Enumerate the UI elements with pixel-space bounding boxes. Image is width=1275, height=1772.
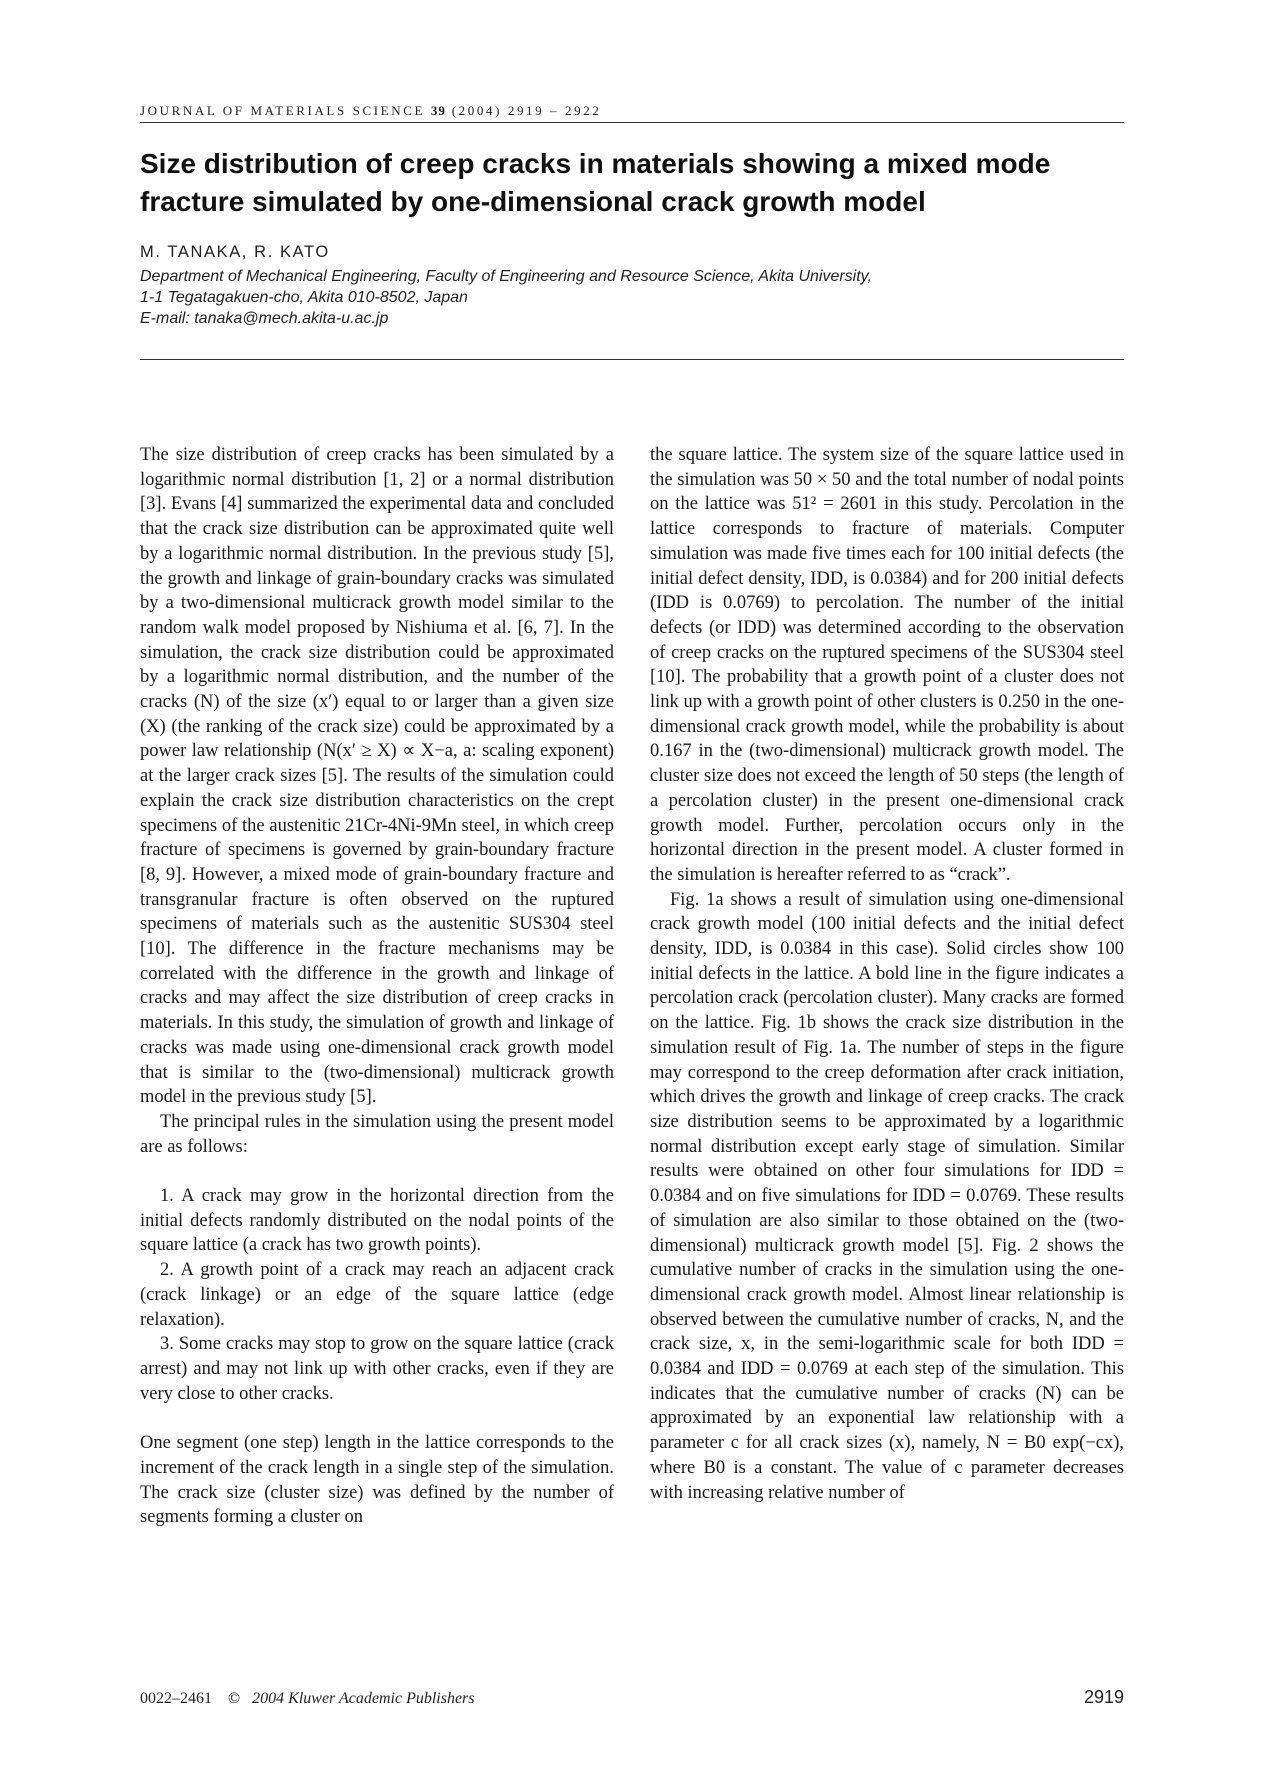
authors: M. TANAKA, R. KATO xyxy=(140,243,330,261)
rule-item-1: 1. A crack may grow in the horizontal direction from the initial defects randomly distributed on the nodal points of the square lattice (a crack has two growth points). xyxy=(140,1186,614,1256)
paragraph-segment: One segment (one step) length in the lattice corresponds to the increment of the crack length in a single step of the simulation. The crack size (cluster size) was defined by the number of segments forming a cluster on xyxy=(140,1433,614,1528)
publisher: 2004 Kluwer Academic Publishers xyxy=(252,1690,475,1707)
issn: 0022–2461 xyxy=(140,1690,212,1707)
right-column xyxy=(650,443,1124,1505)
affiliation-line-2: 1-1 Tegatagakuen-cho, Akita 010-8502, Japan xyxy=(140,289,468,306)
abstract-rule xyxy=(140,359,1124,360)
journal-volume: 39 xyxy=(430,103,446,118)
left-column xyxy=(140,443,614,1530)
paragraph-intro: The size distribution of creep cracks has been simulated by a logarithmic normal distribution [1, 2] or a normal distribution [3]. Evans [4] summarized the experimental data and concluded that the crack size distribution can be approximated quite well by a logarithmic normal distribution. In the previous study [5], the growth and linkage of grain-boundary cracks was simulated by a two-dimensional multicrack growth model similar to the random walk model proposed by Nishiuma et al. [6, 7]. In the simulation, the crack size distribution could be approximated by a logarithmic normal distribution, and the number of the cracks (N) of the size (x′) equal to or larger than a given size (X) (the ranking of the crack size) could be approximated by a power law relationship (N(x′ ≥ X) ∝ X−a, a: scaling exponent) at the larger crack sizes [5]. The results of the simulation could explain the crack size distribution characteristics on the crept specimens of the austenitic 21Cr-4Ni-9Mn steel, in which creep fracture of specimens is governed by grain-boundary fracture [8, 9]. However, a mixed mode of grain-boundary fracture and transgranular fracture is often observed on the ruptured specimens of materials such as the austenitic SUS304 steel [10]. The difference in the fracture mechanisms may be correlated with the difference in the growth and linkage of cracks and may affect the size distribution of creep cracks in materials. In this study, the simulation of growth and linkage of cracks was made using one-dimensional crack growth model that is similar to the (two-dimensional) multicrack growth model in the previous study [5]. xyxy=(140,445,614,1108)
paragraph-rules-lead: The principal rules in the simulation using the present model are as follows: xyxy=(140,1111,614,1157)
page-number: 2919 xyxy=(1083,1687,1124,1707)
rule-item-2: 2. A growth point of a crack may reach an adjacent crack (crack linkage) or an edge of the square lattice (edge relaxation). xyxy=(140,1260,614,1330)
header-rule xyxy=(140,122,1124,123)
paragraph-fig1: Fig. 1a shows a result of simulation using one-dimensional crack growth model (100 initial defects and the initial defect density, IDD, is 0.0384 in this case). Solid circles show 100 initial defects in the lattice. A bold line in the figure indicates a percolation crack (percolation cluster). Many cracks are formed on the lattice. Fig. 1b shows the crack size distribution in the simulation result of Fig. 1a. The number of steps in the figure may correspond to the creep deformation after crack initiation, which drives the growth and linkage of creep cracks. The crack size distribution seems to be approximated by a logarithmic normal distribution except early stage of simulation. Similar results were obtained on other four simulations for IDD = 0.0384 and on five simulations for IDD = 0.0769. These results of simulation are also similar to those obtained on the (two-dimensional) multicrack growth model [5]. Fig. 2 shows the cumulative number of cracks in the simulation using the one- dimensional crack growth model. Almost linear relationship is observed between the cumulative number of cracks, N, and the crack size, x, in the semi-logarithmic scale for both IDD = 0.0384 and IDD = 0.0769 at each step of the simulation. This indicates that the cumulative number of cracks (N) can be approximated by an exponential law relationship with a parameter c for all crack sizes (x), namely, N = B0 exp(−cx), where B0 is a constant. The value of c parameter decreases with increasing relative number of xyxy=(650,889,1124,1503)
article-title: Size distribution of creep cracks in materials showing a mixed mode fracture simulated by one-dimensional crack growth model xyxy=(140,148,1051,217)
running-head xyxy=(140,103,1124,119)
footer-publisher xyxy=(140,1690,475,1708)
journal-year-pages: (2004) 2919 – 2922 xyxy=(451,103,602,118)
affiliation-email: E-mail: tanaka@mech.akita-u.ac.jp xyxy=(140,310,389,327)
affiliation-line-1: Department of Mechanical Engineering, Faculty of Engineering and Resource Science, Akita University, xyxy=(140,268,872,285)
journal-name: JOURNAL OF MATERIALS SCIENCE xyxy=(140,103,426,118)
affiliation xyxy=(140,266,1124,329)
rule-item-3: 3. Some cracks may stop to grow on the square lattice (crack arrest) and may not link up with other cracks, even if they are very close to other cracks. xyxy=(140,1334,614,1404)
paragraph-lattice: the square lattice. The system size of the square lattice used in the simulation was 50 × 50 and the total number of nodal points on the lattice was 51² = 2601 in this study. Percolation in the lattice corresponds to fracture of materials. Computer simulation was made five times each for 100 initial defects (the initial defect density, IDD, is 0.0384) and for 200 initial defects (IDD is 0.0769) to percolation. The number of the initial defects (or IDD) was determined according to the observation of creep cracks on the ruptured specimens of the SUS304 steel [10]. The probability that a growth point of a cluster does not link up with a growth point of other clusters is 0.250 in the one-dimensional crack growth model, while the probability is about 0.167 in the (two-dimensional) multicrack growth model. The cluster size does not exceed the length of 50 steps (the length of a percolation cluster) in the present one-dimensional crack growth model. Further, percolation occurs only in the horizontal direction in the present model. A cluster formed in the simulation is hereafter referred to as “crack”. xyxy=(650,445,1124,885)
copyright-symbol: © xyxy=(228,1690,241,1707)
